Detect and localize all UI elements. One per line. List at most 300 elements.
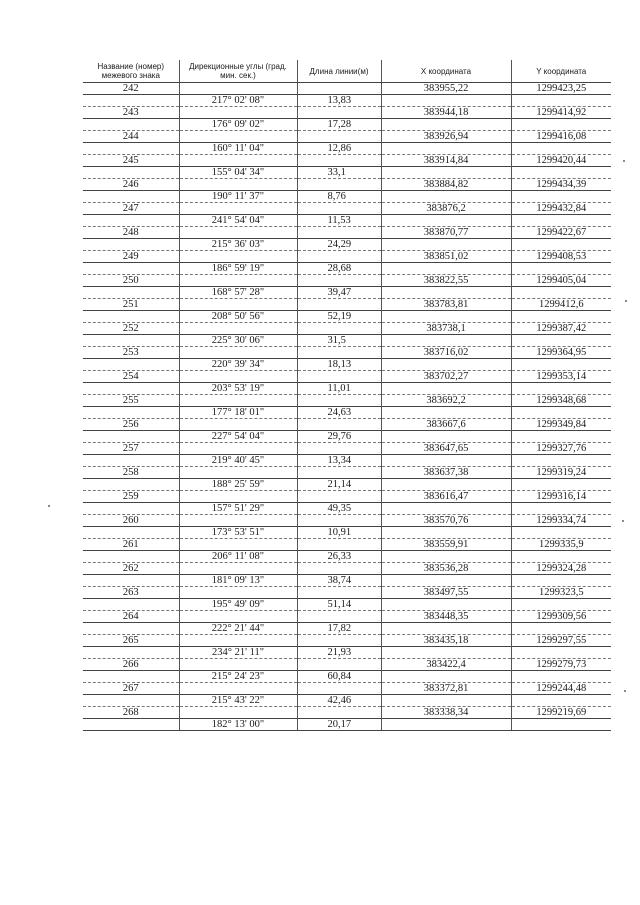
x-coordinate: 383851,02: [381, 251, 511, 263]
line-length: 39,47: [297, 287, 381, 299]
table-row: [83, 623, 611, 635]
empty-cell: [297, 83, 381, 95]
empty-cell: [83, 575, 179, 587]
directional-angle: 241° 54' 04": [179, 215, 297, 227]
header-line-length: Длина линии(м): [297, 60, 381, 83]
y-coordinate: 1299297,55: [511, 635, 611, 647]
table-row: [83, 695, 611, 707]
marker-number: 268: [83, 707, 179, 719]
empty-cell: [381, 671, 511, 683]
table-row: [83, 299, 611, 311]
empty-cell: [381, 551, 511, 563]
empty-cell: [511, 239, 611, 251]
table-row: [83, 131, 611, 143]
empty-cell: [83, 215, 179, 227]
table-row: [83, 95, 611, 107]
x-coordinate: 383738,1: [381, 323, 511, 335]
empty-cell: [179, 491, 297, 503]
marker-number: 252: [83, 323, 179, 335]
empty-cell: [179, 155, 297, 167]
table-row: [83, 359, 611, 371]
y-coordinate: 1299316,14: [511, 491, 611, 503]
line-length: 60,84: [297, 671, 381, 683]
directional-angle: 173° 53' 51": [179, 527, 297, 539]
y-coordinate: 1299335,9: [511, 539, 611, 551]
table-row: [83, 467, 611, 479]
empty-cell: [179, 371, 297, 383]
empty-cell: [297, 107, 381, 119]
empty-cell: [83, 143, 179, 155]
line-length: 29,76: [297, 431, 381, 443]
empty-cell: [511, 575, 611, 587]
table-row: [83, 563, 611, 575]
table-row: [83, 491, 611, 503]
y-coordinate: 1299387,42: [511, 323, 611, 335]
empty-cell: [179, 539, 297, 551]
table-row: [83, 635, 611, 647]
y-coordinate: 1299279,73: [511, 659, 611, 671]
table-row: [83, 455, 611, 467]
empty-cell: [381, 599, 511, 611]
x-coordinate: 383783,81: [381, 299, 511, 311]
directional-angle: 220° 39' 34": [179, 359, 297, 371]
empty-cell: [297, 587, 381, 599]
line-length: 24,29: [297, 239, 381, 251]
table-row: [83, 275, 611, 287]
x-coordinate: 383702,27: [381, 371, 511, 383]
y-coordinate: 1299323,5: [511, 587, 611, 599]
x-coordinate: 383422,4: [381, 659, 511, 671]
x-coordinate: 383667,6: [381, 419, 511, 431]
table-row: [83, 371, 611, 383]
boundary-coordinates-table: [83, 60, 611, 731]
empty-cell: [511, 719, 611, 731]
x-coordinate: 383647,65: [381, 443, 511, 455]
empty-cell: [381, 239, 511, 251]
marker-number: 245: [83, 155, 179, 167]
marker-number: 259: [83, 491, 179, 503]
empty-cell: [381, 119, 511, 131]
directional-angle: 215° 36' 03": [179, 239, 297, 251]
empty-cell: [179, 443, 297, 455]
empty-cell: [511, 311, 611, 323]
line-length: 42,46: [297, 695, 381, 707]
empty-cell: [179, 131, 297, 143]
y-coordinate: 1299353,14: [511, 371, 611, 383]
table-row: [83, 659, 611, 671]
table-row: [83, 515, 611, 527]
marker-number: 243: [83, 107, 179, 119]
marker-number: 250: [83, 275, 179, 287]
empty-cell: [83, 287, 179, 299]
table-row: [83, 239, 611, 251]
line-length: 12,86: [297, 143, 381, 155]
empty-cell: [511, 263, 611, 275]
empty-cell: [511, 191, 611, 203]
empty-cell: [511, 479, 611, 491]
empty-cell: [83, 191, 179, 203]
directional-angle: 215° 24' 23": [179, 671, 297, 683]
table-row: [83, 263, 611, 275]
marker-number: 251: [83, 299, 179, 311]
empty-cell: [297, 683, 381, 695]
x-coordinate: 383372,81: [381, 683, 511, 695]
x-coordinate: 383497,55: [381, 587, 511, 599]
scan-speck: [622, 520, 624, 522]
table-row: [83, 227, 611, 239]
line-length: 13,34: [297, 455, 381, 467]
table-row: [83, 251, 611, 263]
empty-cell: [511, 287, 611, 299]
y-coordinate: 1299348,68: [511, 395, 611, 407]
y-coordinate: 1299405,04: [511, 275, 611, 287]
directional-angle: 195° 49' 09": [179, 599, 297, 611]
empty-cell: [381, 95, 511, 107]
empty-cell: [179, 347, 297, 359]
directional-angle: 227° 54' 04": [179, 431, 297, 443]
header-directional-angles: Дирекционные углы (град. мин. сек.): [179, 60, 297, 83]
empty-cell: [511, 671, 611, 683]
marker-number: 262: [83, 563, 179, 575]
empty-cell: [381, 215, 511, 227]
table-row: [83, 575, 611, 587]
empty-cell: [297, 491, 381, 503]
empty-cell: [179, 683, 297, 695]
scan-speck: [48, 505, 50, 507]
table-row: [83, 419, 611, 431]
marker-number: 260: [83, 515, 179, 527]
y-coordinate: 1299364,95: [511, 347, 611, 359]
directional-angle: 181° 09' 13": [179, 575, 297, 587]
marker-number: 248: [83, 227, 179, 239]
table-row: [83, 83, 611, 95]
x-coordinate: 383435,18: [381, 635, 511, 647]
table-row: [83, 647, 611, 659]
directional-angle: 177° 18' 01": [179, 407, 297, 419]
empty-cell: [83, 167, 179, 179]
empty-cell: [179, 251, 297, 263]
scan-speck: [623, 160, 625, 162]
empty-cell: [297, 131, 381, 143]
empty-cell: [179, 83, 297, 95]
table-row: [83, 335, 611, 347]
line-length: 49,35: [297, 503, 381, 515]
empty-cell: [83, 431, 179, 443]
table-row: [83, 599, 611, 611]
header-y-coordinate: Y координата: [511, 60, 611, 83]
marker-number: 256: [83, 419, 179, 431]
empty-cell: [83, 671, 179, 683]
empty-cell: [297, 371, 381, 383]
y-coordinate: 1299416,08: [511, 131, 611, 143]
table-row: [83, 167, 611, 179]
header-x-coordinate: X координата: [381, 60, 511, 83]
x-coordinate: 383536,28: [381, 563, 511, 575]
empty-cell: [381, 719, 511, 731]
x-coordinate: 383338,34: [381, 707, 511, 719]
empty-cell: [381, 335, 511, 347]
empty-cell: [511, 167, 611, 179]
marker-number: 264: [83, 611, 179, 623]
empty-cell: [179, 179, 297, 191]
x-coordinate: 383616,47: [381, 491, 511, 503]
empty-cell: [83, 95, 179, 107]
empty-cell: [179, 611, 297, 623]
empty-cell: [179, 395, 297, 407]
empty-cell: [297, 419, 381, 431]
table-row: [83, 707, 611, 719]
directional-angle: 217° 02' 08": [179, 95, 297, 107]
directional-angle: 188° 25' 59": [179, 479, 297, 491]
empty-cell: [297, 707, 381, 719]
y-coordinate: 1299219,69: [511, 707, 611, 719]
x-coordinate: 383870,77: [381, 227, 511, 239]
y-coordinate: 1299432,84: [511, 203, 611, 215]
directional-angle: 155° 04' 34": [179, 167, 297, 179]
empty-cell: [83, 407, 179, 419]
directional-angle: 234° 21' 11": [179, 647, 297, 659]
table-row: [83, 503, 611, 515]
empty-cell: [381, 479, 511, 491]
table-row: [83, 347, 611, 359]
table-row: [83, 191, 611, 203]
y-coordinate: 1299422,67: [511, 227, 611, 239]
line-length: 10,91: [297, 527, 381, 539]
empty-cell: [381, 575, 511, 587]
table-row: [83, 119, 611, 131]
table-row: [83, 407, 611, 419]
empty-cell: [297, 299, 381, 311]
empty-cell: [179, 587, 297, 599]
marker-number: 267: [83, 683, 179, 695]
empty-cell: [83, 383, 179, 395]
empty-cell: [381, 623, 511, 635]
directional-angle: 168° 57' 28": [179, 287, 297, 299]
marker-number: 258: [83, 467, 179, 479]
line-length: 11,01: [297, 383, 381, 395]
table-row: [83, 443, 611, 455]
directional-angle: 215° 43' 22": [179, 695, 297, 707]
line-length: 38,74: [297, 575, 381, 587]
empty-cell: [511, 119, 611, 131]
empty-cell: [511, 695, 611, 707]
line-length: 24,63: [297, 407, 381, 419]
table-row: [83, 587, 611, 599]
empty-cell: [297, 347, 381, 359]
empty-cell: [179, 203, 297, 215]
empty-cell: [83, 527, 179, 539]
table-row: [83, 155, 611, 167]
empty-cell: [83, 359, 179, 371]
empty-cell: [511, 551, 611, 563]
empty-cell: [511, 503, 611, 515]
line-length: 31,5: [297, 335, 381, 347]
empty-cell: [511, 359, 611, 371]
empty-cell: [83, 719, 179, 731]
empty-cell: [381, 143, 511, 155]
empty-cell: [511, 95, 611, 107]
empty-cell: [297, 635, 381, 647]
table-row: [83, 683, 611, 695]
empty-cell: [83, 647, 179, 659]
empty-cell: [297, 395, 381, 407]
scan-speck: [625, 300, 627, 302]
empty-cell: [381, 455, 511, 467]
table-row: [83, 395, 611, 407]
table-row: [83, 203, 611, 215]
directional-angle: 203° 53' 19": [179, 383, 297, 395]
y-coordinate: 1299420,44: [511, 155, 611, 167]
marker-number: 255: [83, 395, 179, 407]
empty-cell: [511, 335, 611, 347]
empty-cell: [381, 407, 511, 419]
empty-cell: [297, 443, 381, 455]
marker-number: 266: [83, 659, 179, 671]
empty-cell: [381, 431, 511, 443]
line-length: 51,14: [297, 599, 381, 611]
x-coordinate: 383716,02: [381, 347, 511, 359]
y-coordinate: 1299319,24: [511, 467, 611, 479]
y-coordinate: 1299334,74: [511, 515, 611, 527]
empty-cell: [297, 323, 381, 335]
table-row: [83, 539, 611, 551]
empty-cell: [511, 407, 611, 419]
empty-cell: [179, 323, 297, 335]
empty-cell: [381, 359, 511, 371]
table-row: [83, 311, 611, 323]
line-length: 20,17: [297, 719, 381, 731]
empty-cell: [83, 623, 179, 635]
x-coordinate: 383914,84: [381, 155, 511, 167]
table-row: [83, 179, 611, 191]
marker-number: 257: [83, 443, 179, 455]
empty-cell: [83, 599, 179, 611]
scan-speck: [624, 690, 626, 692]
empty-cell: [381, 503, 511, 515]
empty-cell: [381, 527, 511, 539]
table-row: [83, 719, 611, 731]
empty-cell: [381, 287, 511, 299]
table-header-row: [83, 60, 611, 83]
empty-cell: [511, 647, 611, 659]
table-row: [83, 671, 611, 683]
x-coordinate: 383955,22: [381, 83, 511, 95]
y-coordinate: 1299244,48: [511, 683, 611, 695]
empty-cell: [179, 467, 297, 479]
line-length: 13,83: [297, 95, 381, 107]
empty-cell: [297, 179, 381, 191]
table-row: [83, 107, 611, 119]
empty-cell: [297, 563, 381, 575]
directional-angle: 222° 21' 44": [179, 623, 297, 635]
empty-cell: [83, 239, 179, 251]
line-length: 8,76: [297, 191, 381, 203]
empty-cell: [179, 635, 297, 647]
empty-cell: [297, 515, 381, 527]
table-row: [83, 479, 611, 491]
directional-angle: 225° 30' 06": [179, 335, 297, 347]
empty-cell: [83, 695, 179, 707]
line-length: 17,28: [297, 119, 381, 131]
directional-angle: 208° 50' 56": [179, 311, 297, 323]
directional-angle: 157° 51' 29": [179, 503, 297, 515]
table-row: [83, 383, 611, 395]
empty-cell: [297, 155, 381, 167]
table-row: [83, 215, 611, 227]
y-coordinate: 1299327,76: [511, 443, 611, 455]
empty-cell: [83, 119, 179, 131]
empty-cell: [179, 227, 297, 239]
y-coordinate: 1299412,6: [511, 299, 611, 311]
x-coordinate: 383944,18: [381, 107, 511, 119]
y-coordinate: 1299349,84: [511, 419, 611, 431]
empty-cell: [511, 455, 611, 467]
marker-number: 263: [83, 587, 179, 599]
marker-number: 244: [83, 131, 179, 143]
empty-cell: [179, 515, 297, 527]
table-row: [83, 611, 611, 623]
header-marker-name: Название (номер) межевого знака: [83, 60, 179, 83]
directional-angle: 160° 11' 04": [179, 143, 297, 155]
empty-cell: [297, 467, 381, 479]
directional-angle: 186° 59' 19": [179, 263, 297, 275]
line-length: 28,68: [297, 263, 381, 275]
y-coordinate: 1299309,56: [511, 611, 611, 623]
directional-angle: 206° 11' 08": [179, 551, 297, 563]
x-coordinate: 383559,91: [381, 539, 511, 551]
empty-cell: [297, 251, 381, 263]
line-length: 17,82: [297, 623, 381, 635]
marker-number: 254: [83, 371, 179, 383]
empty-cell: [83, 479, 179, 491]
empty-cell: [297, 275, 381, 287]
line-length: 21,14: [297, 479, 381, 491]
table-row: [83, 431, 611, 443]
empty-cell: [511, 599, 611, 611]
empty-cell: [83, 311, 179, 323]
table-row: [83, 527, 611, 539]
directional-angle: 176° 09' 02": [179, 119, 297, 131]
empty-cell: [179, 107, 297, 119]
empty-cell: [179, 707, 297, 719]
y-coordinate: 1299324,28: [511, 563, 611, 575]
x-coordinate: 383884,82: [381, 179, 511, 191]
directional-angle: 190° 11' 37": [179, 191, 297, 203]
x-coordinate: 383570,76: [381, 515, 511, 527]
empty-cell: [179, 563, 297, 575]
empty-cell: [381, 383, 511, 395]
marker-number: 246: [83, 179, 179, 191]
empty-cell: [83, 551, 179, 563]
y-coordinate: 1299423,25: [511, 83, 611, 95]
empty-cell: [297, 611, 381, 623]
empty-cell: [179, 659, 297, 671]
empty-cell: [381, 311, 511, 323]
empty-cell: [381, 263, 511, 275]
table-row: [83, 551, 611, 563]
empty-cell: [179, 299, 297, 311]
empty-cell: [83, 503, 179, 515]
table-row: [83, 323, 611, 335]
x-coordinate: 383692,2: [381, 395, 511, 407]
marker-number: 247: [83, 203, 179, 215]
y-coordinate: 1299434,39: [511, 179, 611, 191]
x-coordinate: 383926,94: [381, 131, 511, 143]
empty-cell: [297, 659, 381, 671]
line-length: 11,53: [297, 215, 381, 227]
marker-number: 249: [83, 251, 179, 263]
line-length: 21,93: [297, 647, 381, 659]
